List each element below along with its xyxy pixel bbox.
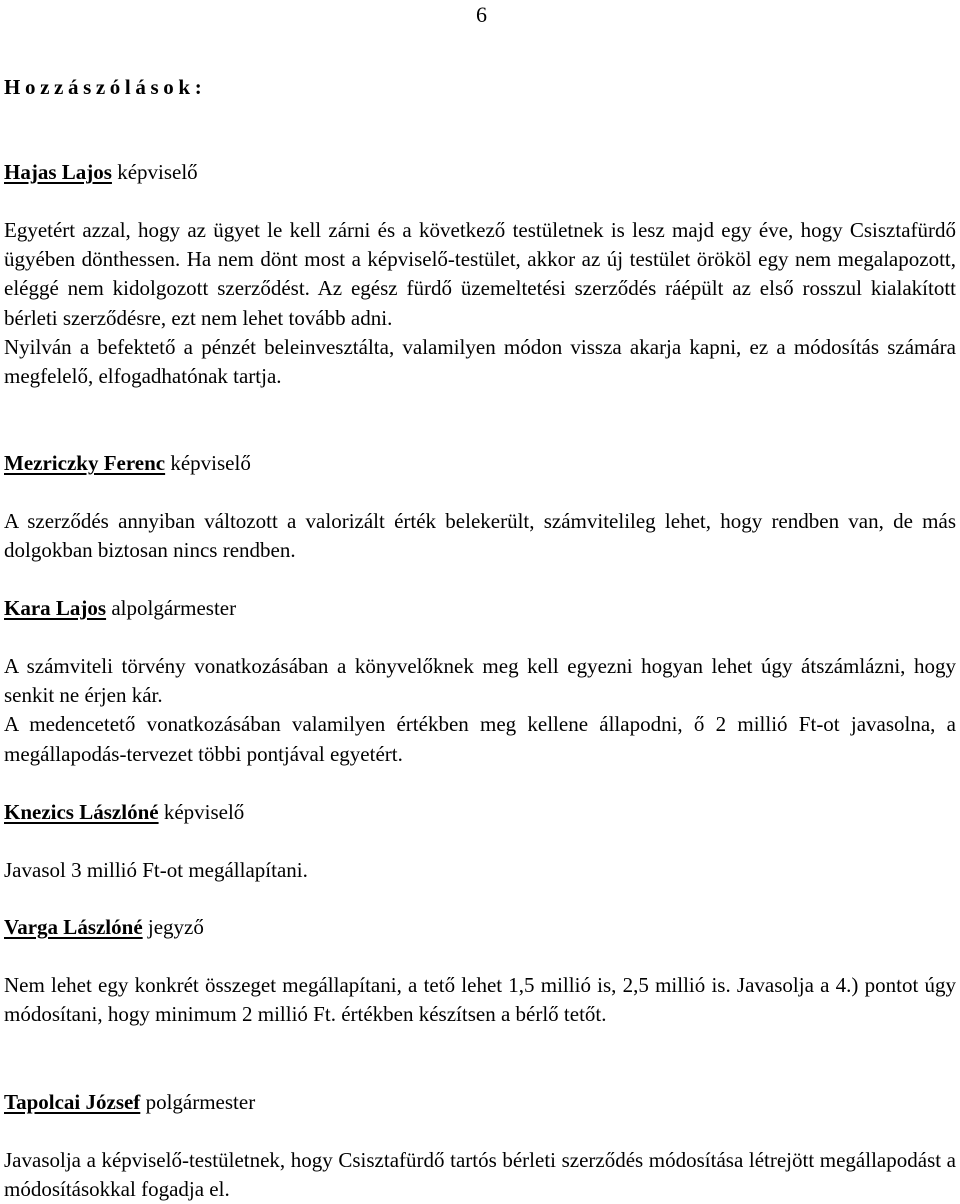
speaker-name: Varga Lászlóné [4,915,143,939]
speaker-role: alpolgármester [106,596,237,620]
speech-block-mezriczky [4,507,956,565]
speaker-role: jegyző [142,915,204,939]
speaker-line-tapolcai [4,1088,956,1117]
speaker-name: Mezriczky Ferenc [4,451,166,475]
speaker-name: Tapolcai József [4,1090,141,1114]
speech-paragraph: Nyilván a befektető a pénzét beleinvesztálta, valamilyen módon vissza akarja kapni, ez a módosítás számára megfelelő, elfogadhatónak tartja. [4,334,956,389]
speech-paragraph: A számviteli törvény vonatkozásában a könyvelőknek meg kell egyezni hogyan lehet úgy átszámlázni, hogy senkit ne érjen kár. [4,654,956,708]
speaker-role: polgármester [140,1090,256,1114]
speaker-line-hajas [4,158,956,187]
speech-paragraph: Javasol 3 millió Ft-ot megállapítani. [4,858,308,882]
speaker-name: Hajas Lajos [4,160,112,184]
speaker-line-knezics [4,798,956,827]
speaker-role: képviselő [111,160,198,184]
page-number: 6 [476,2,487,27]
speech-paragraph: A medencetető vonatkozásában valamilyen értékben meg kellene állapodni, ő 2 millió Ft-ot javasolna, a megállapodás-tervezet többi pontjával egyetért. [4,712,956,766]
speaker-line-kara [4,594,956,623]
speech-block-kara [4,652,956,769]
speech-paragraph: Egyetért azzal, hogy az ügyet le kell zárni és a következő testületnek is lesz majd egy éve, hogy Csisztafürdő ügyében dönthessen. Ha nem dönt most a képviselő-testület, akkor az új testület örököl egy nem megalapozott, eléggé nem kidolgozott szerződést. Az egész fürdő üzemeltetési szerződés ráépült az első rosszul kialakított bérleti szerződésre, ezt nem lehet tovább adni. [4,218,956,330]
speaker-role: képviselő [158,800,245,824]
section-heading: Hozzászólások: [4,75,207,99]
speech-block-hajas [4,216,956,391]
speaker-name: Knezics Lászlóné [4,800,159,824]
speech-block-tapolcai [4,1146,956,1204]
speech-block-varga [4,971,956,1029]
speech-block-knezics [4,856,956,885]
speech-paragraph: A szerződés annyiban változott a valorizált érték belekerült, számvitelileg lehet, hogy rendben van, de más dolgokban biztosan nincs rendben. [4,509,956,563]
speaker-line-mezriczky [4,449,956,478]
speaker-line-varga [4,913,956,942]
speaker-name: Kara Lajos [4,596,107,620]
speech-paragraph: Nem lehet egy konkrét összeget megállapítani, a tető lehet 1,5 millió is, 2,5 millió is. Javasolja a 4.) pontot úgy módosítani, hogy minimum 2 millió Ft. értékben készítsen a bérlő tetőt. [4,973,956,1027]
speech-paragraph: Javasolja a képviselő-testületnek, hogy Csisztafürdő tartós bérleti szerződés módosítása létrejött megállapodást a módosításokkal fogadja el. [4,1148,956,1202]
speaker-role: képviselő [165,451,251,475]
